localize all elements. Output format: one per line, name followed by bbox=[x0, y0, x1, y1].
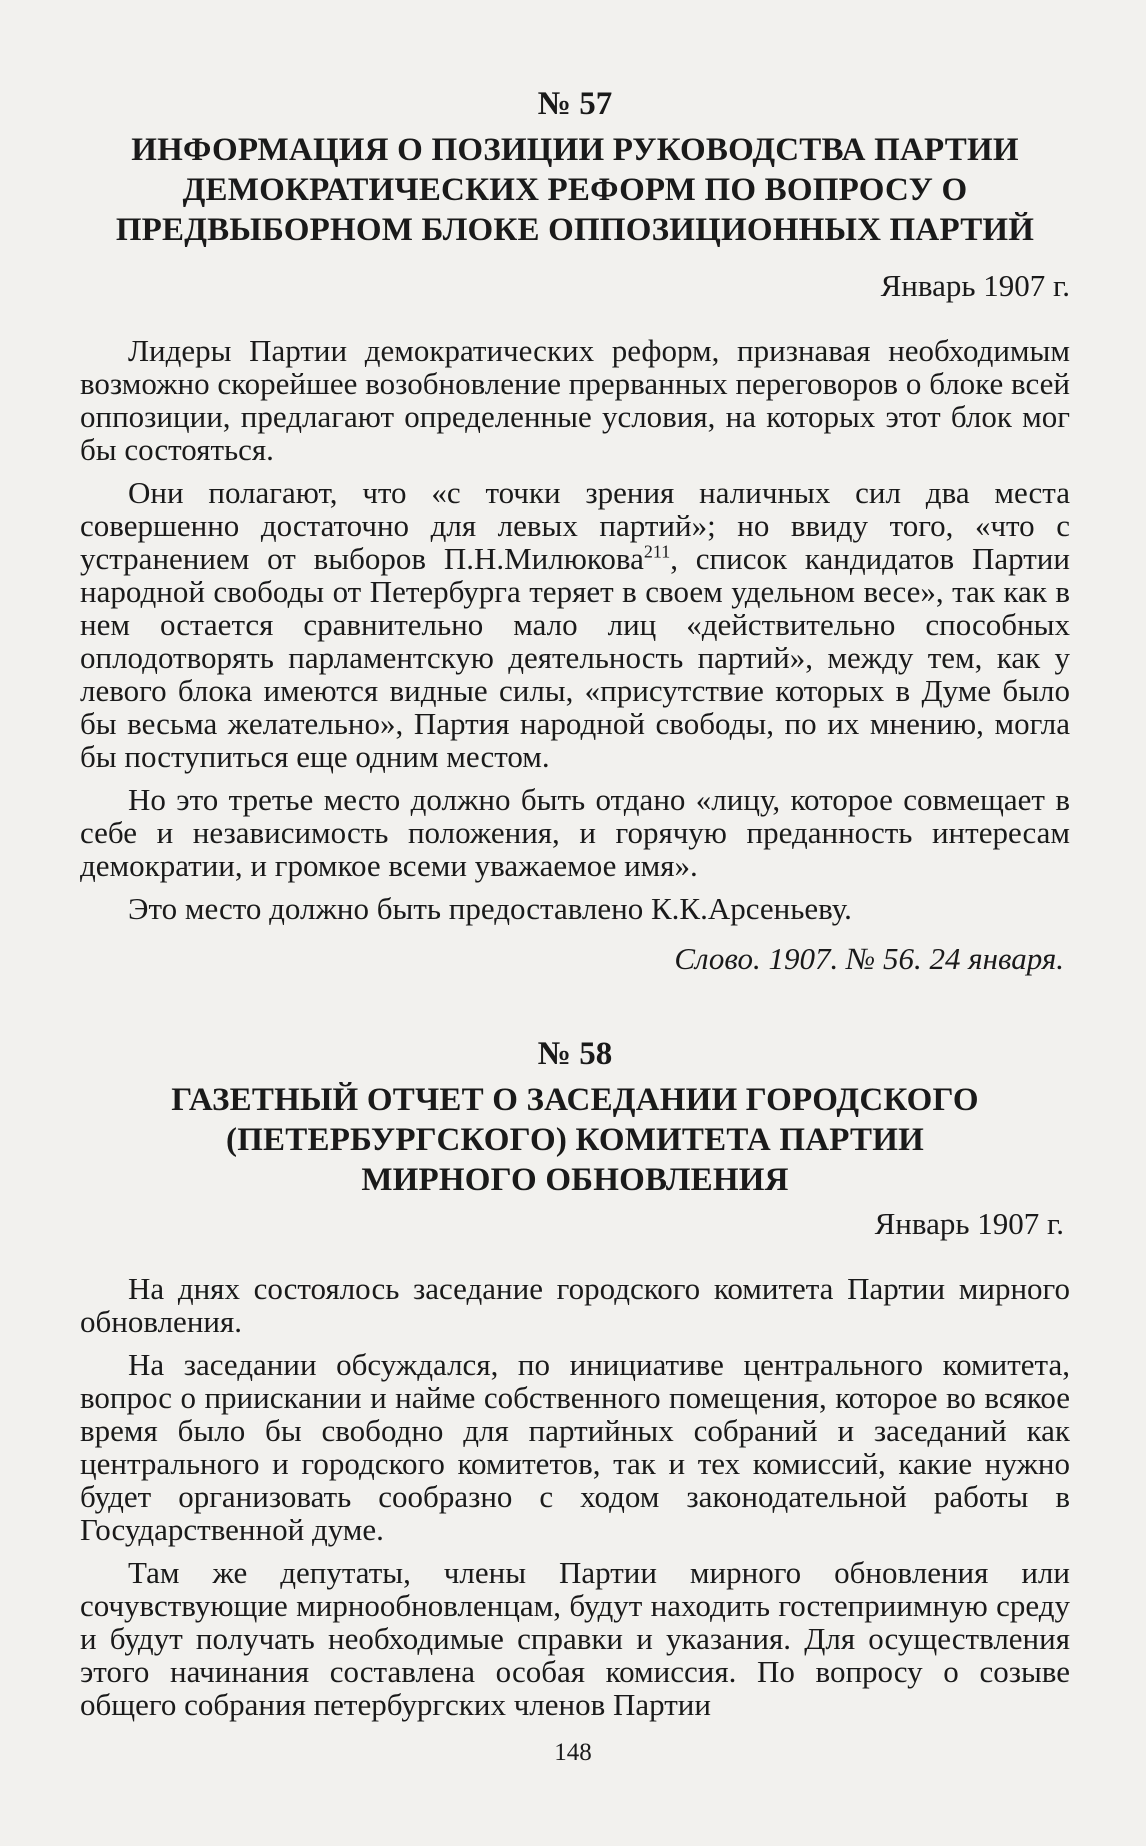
doc57-date: Январь 1907 г. bbox=[880, 268, 1070, 303]
doc57-number: № 57 bbox=[537, 86, 613, 122]
doc57-paragraph-3: Но это третье место должно быть отдано «лицу, которое совмещает в себе и независимость положения, и горячую преданность интересам демократии, и громкое всеми уважаемое имя». bbox=[80, 782, 1070, 883]
doc58-number: № 58 bbox=[537, 1036, 613, 1072]
doc58-paragraph-3: Там же депутаты, члены Партии мирного обновления или сочувствующие мирнообновленцам, будут находить гостеприимную среду и будут получать необходимые справки и указания. Для осуществления этого начинания составлена особая комиссия. По вопросу о созыве общего собрания петербургских членов Партии bbox=[80, 1555, 1070, 1722]
doc58-paragraph-2: На заседании обсуждался, по инициативе центрального комитета, вопрос о приискании и найме собственного помещения, которое во всякое время было бы свободно для партийных собраний и заседаний как центрального и городского комитетов, так и тех комиссий, какие нужно будет организовать сообразно с ходом законодательной работы в Государственной думе. bbox=[80, 1347, 1070, 1547]
doc58-title: ГАЗЕТНЫЙ ОТЧЕТ О ЗАСЕДАНИИ ГОРОДСКОГО (ПЕТЕРБУРГСКОГО) КОМИТЕТА ПАРТИИ МИРНОГО ОБНОВЛЕНИЯ bbox=[171, 1082, 979, 1198]
doc57-p2-text-a: Они полагают, что «с точки зрения наличных сил два места совершенно достаточно для левых партий»; но ввиду того, «что с устранением от выборов П.Н.Милюкова bbox=[80, 475, 1070, 576]
document-58 bbox=[80, 1036, 1070, 1731]
page-number: 148 bbox=[554, 1739, 592, 1766]
doc58-paragraph-1: На днях состоялось заседание городского комитета Партии мирного обновления. bbox=[80, 1271, 1070, 1339]
doc57-paragraph-1: Лидеры Партии демократических реформ, признавая необходимым возможно скорейшее возобновление прерванных переговоров о блоке всей оппозиции, предлагают определенные условия, на которых этот блок мог бы состояться. bbox=[80, 333, 1070, 467]
doc57-source: Слово. 1907. № 56. 24 января. bbox=[674, 941, 1064, 976]
document-57 bbox=[80, 86, 1070, 977]
doc57-p2-text-b: , список кандидатов Партии народной свободы от Петербурга теряет в своем удельном весе», так как в нем остается сравнительно мало лиц «действительно способных оплодотворять парламентскую деятельность партий», между тем, как у левого блока имеются видные силы, «присутствие которых в Думе было бы весьма желательно», Партия народной свободы, по их мнению, могла бы поступиться еще одним местом. bbox=[80, 541, 1070, 774]
doc57-paragraph-4: Это место должно быть предоставлено К.К.Арсеньеву. bbox=[128, 891, 852, 926]
doc57-title: ИНФОРМАЦИЯ О ПОЗИЦИИ РУКОВОДСТВА ПАРТИИ ДЕМОКРАТИЧЕСКИХ РЕФОРМ ПО ВОПРОСУ О ПРЕДВЫБОРНОМ БЛОКЕ ОППОЗИЦИОННЫХ ПАРТИЙ bbox=[115, 132, 1035, 248]
doc58-date: Январь 1907 г. bbox=[874, 1206, 1064, 1241]
doc57-paragraph-2 bbox=[80, 476, 1070, 773]
footnote-ref: 211 bbox=[643, 541, 671, 562]
